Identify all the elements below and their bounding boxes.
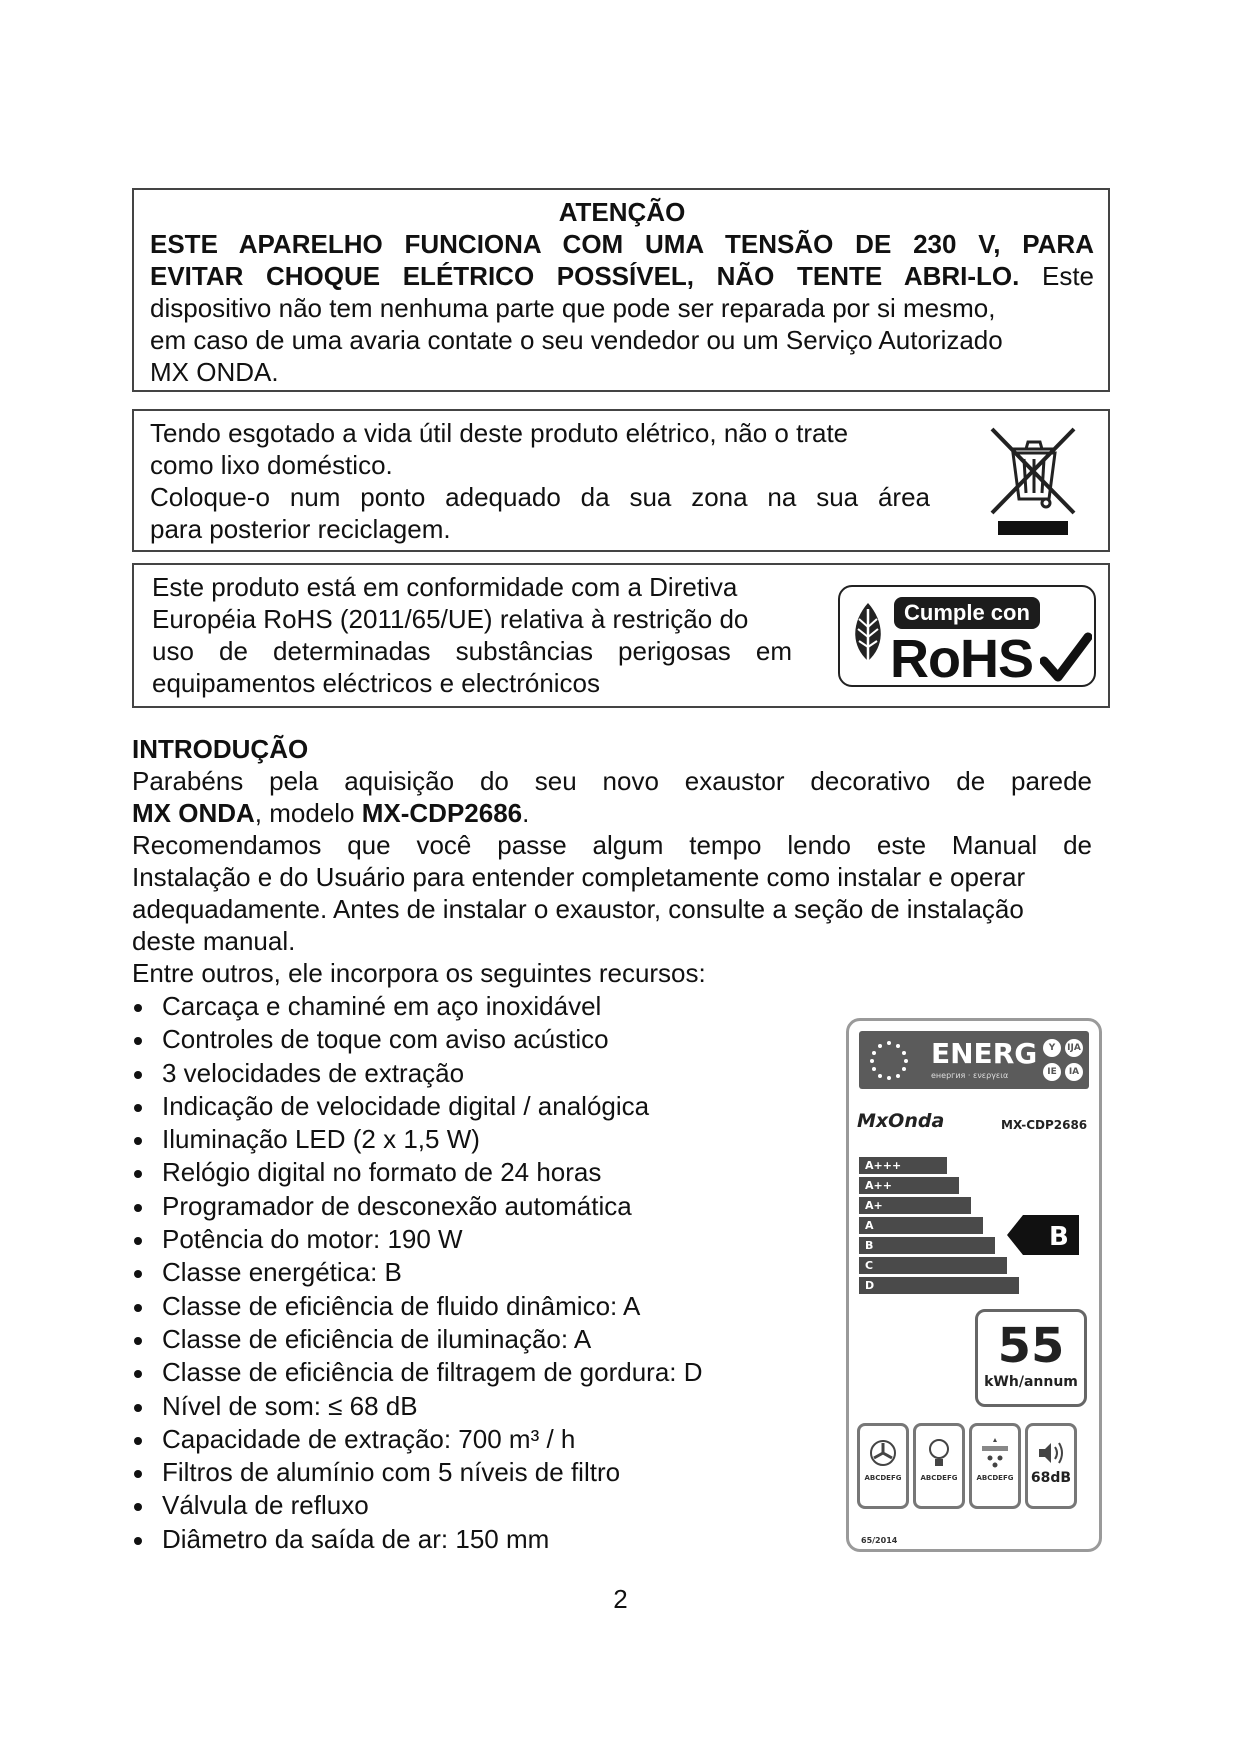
list-item: Potência do motor: 190 W	[132, 1223, 703, 1256]
section-heading: INTRODUÇÃO	[132, 734, 309, 764]
list-item: Classe de eficiência de filtragem de gordura: D	[132, 1356, 703, 1389]
list-item: Relógio digital no formato de 24 horas	[132, 1156, 703, 1189]
noise-pictogram	[1025, 1423, 1077, 1509]
warning-line: ESTE APARELHO FUNCIONA COM UMA TENSÃO DE 230 V, PARA	[150, 229, 1094, 259]
energy-class-bar: B	[859, 1237, 995, 1254]
checkmark-icon	[1040, 631, 1092, 685]
leaf-icon	[848, 599, 888, 675]
model-name: MX-CDP2686	[361, 798, 523, 828]
energy-class-bar: D	[859, 1277, 1019, 1294]
energy-header-small: енергия · ενεργεια	[931, 1071, 1009, 1080]
features-list	[132, 990, 703, 1556]
pictogram-scale: ABCDEFG	[976, 1474, 1014, 1482]
energy-model: MX-CDP2686	[1001, 1118, 1088, 1132]
introduction-section	[132, 733, 1092, 989]
list-item: Diâmetro da saída de ar: 150 mm	[132, 1523, 703, 1556]
rated-class-text: B	[1049, 1222, 1069, 1252]
rohs-line: Européia RoHS (2011/65/UE) relativa à restrição do	[152, 604, 749, 634]
pictogram-scale: ABCDEFG	[920, 1474, 958, 1482]
rated-class-arrow	[1007, 1215, 1079, 1255]
intro-line: Parabéns pela aquisição do seu novo exaustor decorativo de parede	[132, 766, 1092, 796]
warning-line: dispositivo não tem nenhuma parte que pode ser reparada por si mesmo,	[150, 293, 996, 323]
list-item: Indicação de velocidade digital / analógica	[132, 1090, 703, 1123]
energy-class-bar: A+++	[859, 1157, 947, 1174]
list-item: Classe de eficiência de fluido dinâmico: A	[132, 1290, 703, 1323]
rohs-line: equipamentos eléctricos e electrónicos	[152, 668, 601, 698]
list-item: Programador de desconexão automática	[132, 1190, 703, 1223]
noise-value: 68dB	[1030, 1470, 1072, 1486]
rohs-badge-top: Cumple con	[894, 597, 1040, 629]
intro-line: Instalação e do Usuário para entender completamente como instalar e operar	[132, 862, 1026, 892]
brand-name: MX ONDA	[132, 798, 255, 828]
lang-code: IE	[1043, 1063, 1061, 1081]
list-item: Classe de eficiência de iluminação: A	[132, 1323, 703, 1356]
lang-code: Y	[1043, 1039, 1061, 1057]
list-item: 3 velocidades de extração	[132, 1057, 703, 1090]
rohs-line: Este produto está em conformidade com a Diretiva	[152, 572, 738, 602]
energy-class-bar: A++	[859, 1177, 959, 1194]
energy-header-text: ENERG	[931, 1037, 1038, 1070]
lighting-pictogram	[913, 1423, 965, 1509]
disposal-line: Coloque-o num ponto adequado da sua zona na sua área	[150, 482, 930, 512]
list-item: Nível de som: ≤ 68 dB	[132, 1390, 703, 1423]
regulation-number: 65/2014	[861, 1536, 898, 1545]
intro-line: Entre outros, ele incorpora os seguintes recursos:	[132, 958, 706, 988]
disposal-line: como lixo doméstico.	[150, 450, 393, 480]
pictogram-scale: ABCDEFG	[864, 1474, 902, 1482]
crossed-out-bin-icon	[986, 423, 1080, 535]
energy-label-header	[859, 1031, 1089, 1089]
intro-text: .	[522, 798, 530, 828]
grease-filter-pictogram	[969, 1423, 1021, 1509]
list-item: Carcaça e chaminé em aço inoxidável	[132, 990, 703, 1023]
energy-class-bar: C	[859, 1257, 1007, 1274]
disposal-line: para posterior reciclagem.	[150, 514, 451, 544]
energy-class-bar: A	[859, 1217, 983, 1234]
lang-code: IJA	[1065, 1039, 1083, 1057]
rohs-badge-main: RoHS	[890, 629, 1033, 689]
consumption-box	[975, 1309, 1087, 1407]
list-item: Iluminação LED (2 x 1,5 W)	[132, 1123, 703, 1156]
warning-text: Este	[1019, 261, 1095, 291]
intro-line: deste manual.	[132, 926, 296, 956]
lang-code: IA	[1065, 1063, 1083, 1081]
intro-text: , modelo	[254, 798, 362, 828]
warning-line	[150, 260, 1094, 292]
rohs-box	[132, 563, 1110, 708]
energy-label	[846, 1018, 1102, 1552]
warning-line: em caso de uma avaria contate o seu vendedor ou um Serviço Autorizado	[150, 325, 1003, 355]
energy-class-bar: A+	[859, 1197, 971, 1214]
intro-line	[132, 797, 1092, 829]
page-number: 2	[613, 1584, 628, 1614]
list-item: Filtros de alumínio com 5 níveis de filtro	[132, 1456, 703, 1489]
list-item: Controles de toque com aviso acústico	[132, 1023, 703, 1056]
list-item: Válvula de refluxo	[132, 1489, 703, 1522]
intro-line: Recomendamos que você passe algum tempo lendo este Manual de	[132, 830, 1092, 860]
intro-line: adequadamente. Antes de instalar o exaustor, consulte a seção de instalação	[132, 894, 1024, 924]
warning-box	[132, 188, 1110, 392]
rohs-badge	[838, 585, 1096, 687]
warning-line: MX ONDA.	[150, 357, 279, 387]
list-item: Classe energética: B	[132, 1256, 703, 1289]
warning-title: ATENÇÃO	[558, 197, 686, 227]
list-item: Capacidade de extração: 700 m³ / h	[132, 1423, 703, 1456]
warning-bold-text: EVITAR CHOQUE ELÉTRICO POSSÍVEL, NÃO TENTE ABRI-LO.	[150, 261, 1020, 291]
consumption-value: 55	[997, 1318, 1065, 1374]
disposal-line: Tendo esgotado a vida útil deste produto elétrico, não o trate	[150, 418, 849, 448]
consumption-unit: kWh/annum	[984, 1374, 1078, 1390]
energy-brand: MxOnda	[857, 1110, 945, 1132]
disposal-box	[132, 409, 1110, 552]
fluid-dynamic-pictogram	[857, 1423, 909, 1509]
eu-stars-icon	[865, 1037, 913, 1083]
rohs-line: uso de determinadas substâncias perigosas em	[152, 636, 792, 666]
